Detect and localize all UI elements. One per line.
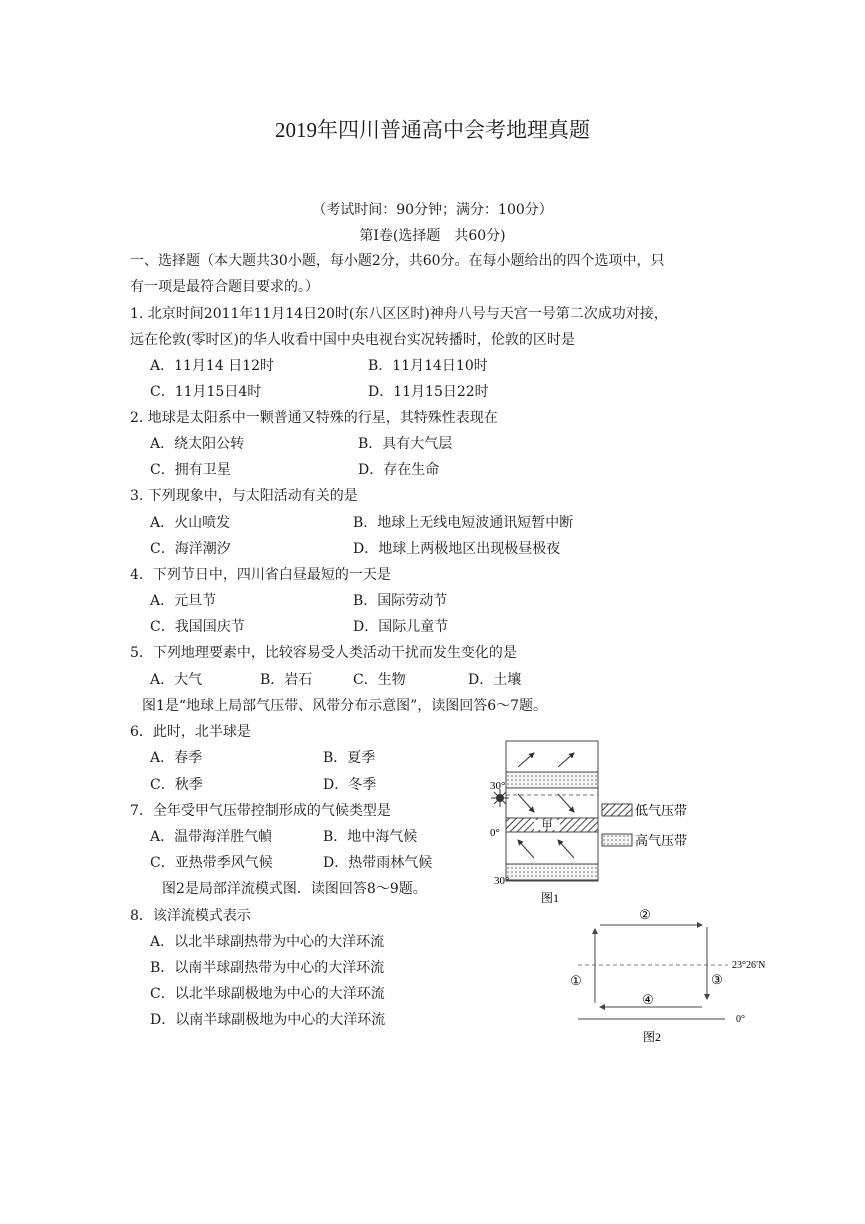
q8-stem: 8．该洋流模式表示 (130, 908, 251, 924)
q6-stem: 6．此时，北半球是 (130, 724, 251, 740)
q7-option-c: C．亚热带季风气候 (150, 855, 273, 871)
q7-stem: 7．全年受甲气压带控制形成的气候类型是 (130, 803, 391, 819)
q4-option-a: A．元旦节 (150, 593, 217, 609)
q2-option-b: B．具有大气层 (358, 436, 453, 452)
q2-stem: 2. 地球是太阳系中一颗普通又特殊的行星，其特殊性表现在 (130, 410, 498, 426)
q4-option-d: D．国际儿童节 (353, 619, 449, 635)
q5-option-b: B．岩石 (260, 672, 313, 688)
current-1-label: ① (570, 973, 582, 988)
q1-option-c: C．11月15日4时 (150, 384, 262, 400)
q3-option-a: A．火山喷发 (150, 515, 231, 531)
figure-2-ocean-current-model (560, 905, 780, 1047)
q7-option-d: D．热带雨林气候 (323, 855, 433, 871)
q7-option-b: B．地中海气候 (323, 829, 418, 845)
q4-option-b: B．国际劳动节 (353, 593, 448, 609)
lat-30s-label: 30° (494, 875, 510, 887)
q4-stem: 4．下列节日中，四川省白昼最短的一天是 (130, 567, 391, 583)
belt-column-frame (506, 741, 598, 881)
legend-high-swatch (602, 834, 632, 846)
q1-stem-line2: 远在伦敦(零时区)的华人收看中国中央电视台实况转播时，伦敦的区时是 (130, 332, 575, 348)
q5-option-c: C．生物 (353, 672, 406, 688)
q6-option-b: B．夏季 (323, 750, 376, 766)
page-title: 2019年四川普通高中会考地理真题 (275, 118, 590, 142)
current-3-label: ③ (711, 972, 723, 987)
q8-option-a: A．以北半球副热带为中心的大洋环流 (150, 934, 385, 950)
q1-stem-line1: 1. 北京时间2011年11月14日20时(东八区区时)神舟八号与天宫一号第二次成功对接， (130, 306, 668, 322)
q5-option-d: D．土壤 (468, 672, 522, 688)
q8-option-b: B．以南半球副热带为中心的大洋环流 (150, 960, 385, 976)
section-heading-line2: 有一项是最符合题目要求的。） (130, 279, 319, 295)
q5-option-a: A．大气 (150, 672, 203, 688)
q3-option-d: D．地球上两极地区出现极昼极夜 (353, 541, 561, 557)
q4-option-c: C．我国国庆节 (150, 619, 245, 635)
jia-label: 甲 (541, 820, 553, 832)
high-pressure-belt-north (506, 772, 598, 788)
legend-low-swatch (602, 804, 632, 816)
q1-option-d: D．11月15日22时 (368, 384, 489, 400)
q8-option-c: C．以北半球副极地为中心的大洋环流 (150, 986, 385, 1002)
figure-1-pressure-wind-belts (490, 738, 720, 910)
intro-q8-9: 图2是局部洋流模式图．读图回答8～9题。 (162, 881, 427, 897)
lat-30n-label: 30° (490, 780, 506, 792)
legend-low-label: 低气压带 (635, 803, 688, 818)
q2-option-a: A．绕太阳公转 (150, 436, 245, 452)
q3-option-c: C．海洋潮汐 (150, 541, 231, 557)
q3-stem: 3. 下列现象中，与太阳活动有关的是 (130, 488, 358, 504)
lat-0-label: 0° (490, 827, 500, 839)
q2-option-d: D．存在生命 (358, 462, 440, 478)
lat-tropic-label: 23°26′N (732, 960, 766, 971)
intro-q6-7: 图1是“地球上局部气压带、风带分布示意图”，读图回答6～7题。 (142, 698, 548, 714)
figure-2-caption: 图2 (642, 1030, 662, 1044)
legend-high-label: 高气压带 (635, 833, 688, 848)
q2-option-c: C．拥有卫星 (150, 462, 231, 478)
q6-option-c: C．秋季 (150, 777, 203, 793)
q6-option-d: D．冬季 (323, 777, 377, 793)
q1-option-a: A．11月14 日12时 (150, 358, 275, 374)
section-heading-line1: 一、选择题（本大题共30小题，每小题2分，共60分。在每小题给出的四个选项中，只 (130, 253, 665, 269)
high-pressure-belt-south (506, 864, 598, 880)
figure-1-caption: 图1 (540, 891, 560, 905)
exam-info: （考试时间：90分钟；满分：100分） (312, 202, 553, 218)
volume-heading: 第Ⅰ卷(选择题 共60分) (359, 228, 506, 244)
q6-option-a: A．春季 (150, 750, 203, 766)
lat-equator-label: 0° (736, 1014, 745, 1025)
q8-option-d: D．以南半球副极地为中心的大洋环流 (150, 1012, 386, 1028)
current-2-label: ② (639, 907, 651, 922)
q3-option-b: B．地球上无线电短波通讯短暂中断 (353, 515, 574, 531)
current-4-label: ④ (642, 992, 654, 1007)
q5-stem: 5．下列地理要素中，比较容易受人类活动干扰而发生变化的是 (130, 645, 517, 661)
q1-option-b: B．11月14日10时 (368, 358, 488, 374)
q7-option-a: A．温带海洋胜气幀 (150, 829, 273, 845)
